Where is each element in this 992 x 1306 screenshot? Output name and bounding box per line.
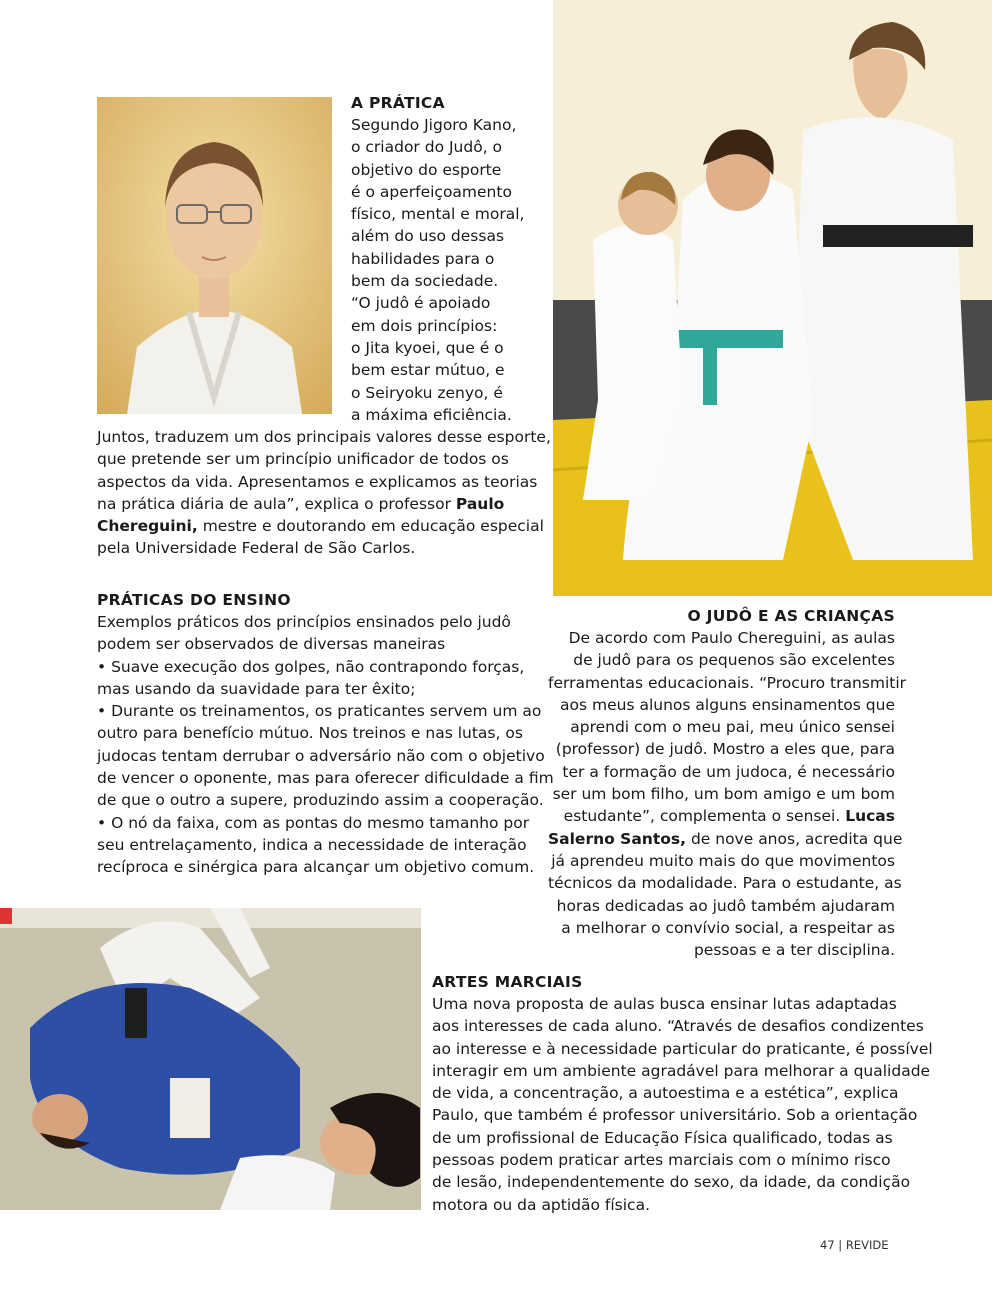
text-line: mas usando da suavidade para ter êxito; [97, 679, 416, 698]
text-line: pessoas e a ter disciplina. [693, 941, 895, 960]
criancas-line-salerno: Salerno Santos, de nove anos, acredita que [548, 829, 903, 848]
criancas-line-lucas: estudante”, complementa o sensei. Lucas [563, 807, 895, 826]
heading-praticas-do-ensino: PRÁTICAS DO ENSINO [97, 591, 291, 609]
text-line: seu entrelaçamento, indica a necessidade de interação [97, 835, 527, 854]
text-line: bem da sociedade. [351, 272, 499, 291]
heading-artes-marciais: ARTES MARCIAIS [432, 973, 583, 991]
artes-marciais-text [432, 993, 933, 1216]
text-line: (professor) de judô. Mostro a eles que, para [555, 740, 895, 759]
judo-kids-photo [553, 0, 992, 596]
criancas-text-bottom [548, 850, 902, 961]
text-line: pessoas podem praticar artes marciais com o mínimo risco [432, 1151, 891, 1170]
page-footer: 47 | REVIDE [820, 1238, 889, 1252]
a-pratica-wide-text [97, 426, 551, 493]
text-line: podem ser observados de diversas maneiras [97, 635, 446, 654]
section-praticas-do-ensino [97, 589, 554, 879]
text-line: em dois princípios: [351, 316, 498, 335]
text-line: já aprendeu muito mais do que movimentos [551, 851, 895, 870]
text-line: de lesão, independentemente do sexo, da idade, da condição [432, 1173, 911, 1192]
text-line: interagir em um ambiente agradável para melhorar a qualidade [432, 1061, 931, 1080]
text-line: aprendi com o meu pai, meu único sensei [570, 718, 895, 737]
text-line: Paulo, que também é professor universitário. Sob a orientação [432, 1106, 918, 1125]
text-line: o Jita kyoei, que é o [351, 338, 504, 357]
judo-adults-photo [0, 908, 421, 1210]
text-line: • Suave execução dos golpes, não contrapondo forças, [97, 657, 525, 676]
text-line: o Seiryoku zenyo, é [351, 383, 503, 402]
portrait-photo [97, 97, 332, 414]
text-line: Uma nova proposta de aulas busca ensinar lutas adaptadas [432, 995, 897, 1013]
text-line: De acordo com Paulo Chereguini, as aulas [568, 629, 895, 647]
heading-judo-e-as-criancas: O JUDÔ E AS CRIANÇAS [687, 607, 895, 625]
text-line: bem estar mútuo, e [351, 361, 505, 380]
text-line: além do uso dessas [351, 227, 505, 246]
name-salerno-santos: Salerno Santos, [548, 829, 687, 848]
text-line: objetivo do esporte [351, 160, 502, 179]
text-line: físico, mental e moral, [351, 205, 525, 224]
text-line: de vencer o oponente, mas para oferecer dificuldade a fim [97, 769, 554, 788]
text-line: habilidades para o [351, 249, 495, 268]
text-line: recíproca e sinérgica para alcançar um objetivo comum. [97, 858, 535, 877]
a-pratica-line-chereguini: Chereguini, mestre e doutorando em educação especial [97, 517, 544, 536]
text-line: ter a formação de um judoca, é necessário [562, 762, 895, 781]
text-line: Segundo Jigoro Kano, [351, 116, 517, 134]
heading-a-pratica: A PRÁTICA [351, 94, 445, 112]
text-line: de vida, a concentração, a autoestima e a estética”, explica [432, 1084, 899, 1103]
text-line: judocas tentam derrubar o adversário não com o objetivo [97, 746, 545, 765]
a-pratica-line-paulo: na prática diária de aula”, explica o professor Paulo [97, 494, 505, 513]
text-line: outro para benefício mútuo. Nos treinos e nas lutas, os [97, 724, 523, 743]
text-line: ao interesse e à necessidade particular do praticante, é possível [432, 1039, 933, 1058]
text-line: é o aperfeiçoamento [351, 182, 512, 201]
praticas-text [97, 611, 554, 879]
text-line: Juntos, traduzem um dos principais valores desse esporte, [97, 428, 551, 446]
text-line: a melhorar o convívio social, a respeitar as [561, 918, 895, 937]
text-line: • Durante os treinamentos, os praticantes servem um ao [97, 702, 542, 721]
section-artes-marciais [432, 971, 933, 1216]
text-line: que pretende ser um princípio unificador de todos os [97, 450, 509, 469]
text-line: aos meus alunos alguns ensinamentos que [560, 695, 895, 714]
text-line: de que o outro a supere, produzindo assim a cooperação. [97, 791, 544, 810]
text-line: aspectos da vida. Apresentamos e explicamos as teorias [97, 472, 538, 491]
text-line: horas dedicadas ao judô também ajudaram [556, 896, 895, 915]
criancas-text-top [548, 627, 907, 805]
text-line: ferramentas educacionais. “Procuro transmitir [548, 673, 907, 692]
text-line: Exemplos práticos dos princípios ensinados pelo judô [97, 613, 511, 631]
a-pratica-last-line: pela Universidade Federal de São Carlos. [97, 539, 416, 558]
text-line: • O nó da faixa, com as pontas do mesmo tamanho por [97, 813, 530, 832]
text-line: a máxima eficiência. [351, 405, 512, 424]
name-paulo: Paulo [455, 494, 505, 513]
name-chereguini: Chereguini, [97, 517, 198, 536]
text-line: motora ou da aptidão física. [432, 1195, 650, 1214]
text-line: “O judô é apoiado [351, 294, 491, 313]
text-line: ser um bom filho, um bom amigo e um bom [552, 785, 895, 804]
text-line: de um profissional de Educação Física qualificado, todas as [432, 1128, 893, 1147]
text-line: o criador do Judô, o [351, 138, 503, 157]
name-lucas: Lucas [845, 807, 895, 826]
text-line: de judô para os pequenos são excelentes [573, 651, 895, 670]
a-pratica-narrow-text [351, 114, 551, 426]
section-judo-e-as-criancas [548, 605, 907, 961]
section-a-pratica-continued [97, 426, 551, 560]
section-a-pratica [351, 92, 551, 426]
text-line: aos interesses de cada aluno. “Através de desafios condizentes [432, 1017, 924, 1036]
text-line: técnicos da modalidade. Para o estudante, as [548, 874, 902, 893]
